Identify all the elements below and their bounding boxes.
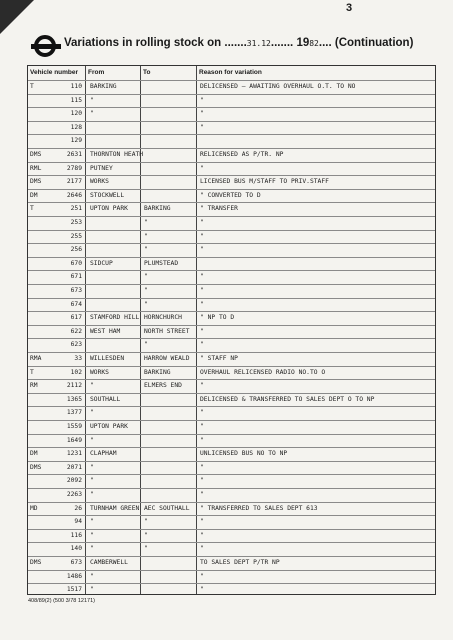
vehicle-type [30,217,52,228]
to-garage: " [144,545,148,553]
vehicle-number: 128 [70,123,82,131]
table-row [28,121,435,133]
vehicle-number: 256 [70,246,82,254]
to-garage [142,584,198,595]
vehicle-type: DMS [30,151,42,158]
vehicle-number: 1517 [66,586,82,594]
vehicle-number: 617 [70,314,82,322]
table-row [28,325,435,337]
table-row [28,338,435,350]
vehicle-type [30,326,52,337]
from-garage [88,231,143,242]
vehicle-type [30,584,52,595]
table-row [28,406,435,418]
vehicle-number: 622 [70,327,82,335]
from-garage: THORNTON HEATH [90,151,143,158]
vehicle-number: 2092 [66,477,82,485]
vehicle-number: 255 [70,232,82,240]
vehicle-number: 2263 [66,491,82,498]
to-garage: " [144,300,148,308]
from-garage: " [90,531,94,539]
to-garage [142,176,198,187]
table-row [28,474,435,486]
from-garage [88,299,143,310]
vehicle-number: 33 [74,355,82,362]
table-row [28,502,435,514]
table-row [28,162,435,174]
vehicle-number: 140 [70,545,82,553]
column-header-from: From [88,69,105,76]
vehicle-type: DM [30,450,38,458]
table-row [28,243,435,255]
vehicle-type: DMS [30,178,42,186]
to-garage [142,135,198,146]
from-garage: CAMBERWELL [90,559,128,566]
table-row [28,488,435,500]
table-row [28,257,435,269]
column-header-vehicle: Vehicle number [30,69,79,76]
vehicle-number: 129 [70,137,82,145]
table-row [28,134,435,146]
reason-text: " [200,246,204,254]
to-garage [142,557,198,568]
from-garage: WEST HAM [90,327,121,335]
vehicle-type: RML [30,164,42,172]
reason-text: DELICENSED — AWAITING OVERHAUL O.T. TO NO [200,83,356,90]
reason-text: " [200,531,204,539]
vehicle-type [30,231,52,242]
to-garage [142,394,198,405]
vehicle-number: 26 [74,504,82,512]
form-title: Variations in rolling stock on .......31.12....... 1982.... (Continuation) [64,37,414,49]
vehicle-type: RM [30,382,38,390]
from-garage: " [90,436,94,444]
from-garage [88,339,143,350]
reason-text: " [200,96,204,104]
to-garage: HARROW WEALD [144,355,190,362]
table-row [28,420,435,432]
table-row [28,447,435,459]
table-row [28,298,435,310]
column-header-reason: Reason for variation [199,69,262,76]
vehicle-type: T [30,83,34,90]
reason-text: " [200,110,204,118]
vehicle-number: 673 [70,287,82,294]
from-garage: " [90,463,94,471]
reason-text: " [200,219,204,226]
table-row [28,270,435,282]
vehicle-number: 1377 [66,409,82,417]
vehicle-number: 670 [70,259,82,267]
from-garage: SIDCUP [90,259,113,267]
vehicle-number: 94 [74,518,82,526]
reason-text: " [200,341,204,349]
table-row [28,148,435,160]
title-year-prefix: 19 [296,37,310,49]
vehicle-type: DMS [30,559,42,566]
page-number: 3 [346,2,353,14]
reason-text [198,258,436,269]
reason-text: " [200,463,204,471]
reason-text: " [200,572,204,580]
table-row [28,542,435,554]
vehicle-number: 2177 [66,178,82,186]
to-garage [142,571,198,582]
from-garage: " [90,545,94,553]
table-row [28,230,435,242]
reason-text: " [200,518,204,526]
reason-text: LICENSED BUS M/STAFF TO PRIV.STAFF [200,178,329,186]
from-garage: PUTNEY [90,164,113,172]
vehicle-number: 623 [70,341,82,349]
reason-text: " [200,300,204,308]
from-garage: WILLESDEN [90,355,125,362]
to-garage [142,81,198,92]
reason-text: " NP TO D [200,314,235,322]
vehicle-number: 2071 [66,463,82,471]
to-garage: HORNCHURCH [144,314,182,322]
table-row [28,461,435,473]
table-row [28,393,435,405]
vehicle-number: 116 [70,531,82,539]
from-garage [88,217,143,228]
vehicle-type [30,571,52,582]
from-garage: TURNHAM GREEN [90,504,140,512]
to-garage [142,475,198,486]
vehicle-number: 671 [70,273,82,281]
reason-text [198,135,436,146]
table-row [28,94,435,106]
to-garage: AEC SOUTHALL [144,504,190,512]
reason-text: RELICENSED AS P/TR. NP [200,151,284,158]
table-row [28,216,435,228]
table-row [28,175,435,187]
vehicle-number: 1486 [66,572,82,580]
vehicle-type [30,475,52,486]
reason-text: " [200,409,204,417]
reason-text: " [200,423,204,430]
to-garage: NORTH STREET [144,327,190,335]
vehicle-number: 102 [70,368,82,376]
vehicle-number: 253 [70,219,82,226]
vehicle-number: 110 [70,83,82,90]
vehicle-number: 1365 [66,395,82,403]
table-row [28,284,435,296]
reason-text: " [200,164,204,172]
to-garage [142,489,198,500]
form-code: 408/89(2) (500 3/78 12171) [28,598,95,604]
reason-text: " [200,287,204,294]
vehicle-type: DMS [30,463,42,471]
table-row [28,352,435,364]
to-garage [142,421,198,432]
to-garage [142,108,198,119]
title-date: 31.12 [246,39,271,48]
vehicle-type [30,299,52,310]
table-row [28,515,435,527]
title-suffix: (Continuation) [334,37,414,49]
reason-text: " [200,436,204,444]
reason-text: UNLICENSED BUS NO TO NP [200,450,288,458]
vehicle-number: 673 [70,559,82,566]
title-year: 82 [309,39,319,48]
reason-text: " TRANSFER [200,205,238,213]
to-garage: " [144,341,148,349]
reason-text: " STAFF NP [200,355,238,362]
vehicle-type: T [30,368,34,376]
vehicle-type [30,394,52,405]
to-garage [142,190,198,201]
vehicle-number: 251 [70,205,82,213]
table-row [28,570,435,582]
vehicle-type [30,122,52,133]
vehicle-type [30,244,52,255]
from-garage: " [90,96,94,104]
reason-text: " [200,273,204,281]
vehicle-type [30,339,52,350]
vehicle-type [30,95,52,106]
vehicle-number: 1559 [66,423,82,430]
to-garage [142,407,198,418]
rolling-stock-table [27,65,436,595]
to-garage: BARKING [144,368,171,376]
vehicle-type [30,543,52,554]
table-row [28,202,435,214]
page-corner-shadow [0,0,34,34]
to-garage [142,95,198,106]
from-garage: " [90,491,94,498]
vehicle-number: 120 [70,110,82,118]
reason-text: " [200,382,204,390]
vehicle-type [30,312,52,323]
vehicle-type [30,407,52,418]
to-garage: " [144,219,148,226]
vehicle-type [30,271,52,282]
table-row [28,107,435,119]
reason-text: " [200,545,204,553]
to-garage: PLUMSTEAD [144,259,179,267]
reason-text: DELICENSED & TRANSFERRED TO SALES DEPT O TO NP [200,395,375,403]
from-garage: SOUTHALL [90,395,121,403]
to-garage: " [144,518,148,526]
vehicle-number: 2631 [66,151,82,158]
reason-text: TO SALES DEPT P/TR NP [200,559,280,566]
from-garage [88,271,143,282]
from-garage: STOCKWELL [90,191,125,199]
from-garage [88,135,143,146]
title-lead: Variations in rolling stock on [64,37,222,49]
vehicle-type: MD [30,504,38,512]
from-garage: WORKS [90,368,109,376]
vehicle-type [30,421,52,432]
reason-text: " TRANSFERRED TO SALES DEPT 613 [200,504,318,512]
vehicle-number: 1231 [66,450,82,458]
table-row [28,529,435,541]
to-garage [142,149,198,160]
table-row [28,189,435,201]
reason-text: " [200,491,204,498]
vehicle-number: 2646 [66,191,82,199]
table-row [28,80,435,92]
from-garage [88,122,143,133]
table-row [28,311,435,323]
london-transport-roundel-logo [34,35,56,57]
to-garage: " [144,273,148,281]
to-garage: BARKING [144,205,171,213]
table-row [28,379,435,391]
vehicle-type [30,285,52,296]
from-garage: " [90,409,94,417]
from-garage [88,244,143,255]
column-header-to: To [143,69,151,76]
from-garage [88,285,143,296]
to-garage [142,448,198,459]
to-garage: " [144,232,148,240]
vehicle-type [30,435,52,446]
vehicle-type [30,530,52,541]
to-garage: " [144,287,148,294]
reason-text: " CONVERTED TO D [200,191,261,199]
from-garage: " [90,518,94,526]
to-garage: ELMERS END [144,382,182,390]
from-garage: " [90,477,94,485]
table-row [28,434,435,446]
vehicle-number: 115 [70,96,82,104]
vehicle-type [30,516,52,527]
to-garage: " [144,531,148,539]
to-garage [142,435,198,446]
vehicle-number: 2112 [66,382,82,390]
from-garage: STAMFORD HILL [90,314,140,322]
reason-text: " [200,327,204,335]
table-row [28,366,435,378]
to-garage: " [144,246,148,254]
from-garage: " [90,572,94,580]
vehicle-type [30,135,52,146]
reason-text: OVERHAUL RELICENSED RADIO NO.TO O [200,368,326,376]
from-garage: UPTON PARK [90,423,128,430]
vehicle-number: 2789 [66,164,82,172]
vehicle-number: 674 [70,300,82,308]
vehicle-type [30,489,52,500]
from-garage: UPTON PARK [90,205,128,213]
form-header [34,34,439,58]
from-garage: WORKS [90,178,109,186]
from-garage: " [90,382,94,390]
vehicle-number: 1649 [66,436,82,444]
to-garage [142,462,198,473]
vehicle-type: DM [30,191,38,199]
to-garage [142,122,198,133]
reason-text: " [200,123,204,131]
from-garage: BARKING [90,83,117,90]
table-row [28,583,435,595]
to-garage [142,163,198,174]
reason-text: " [200,477,204,485]
reason-text: " [200,232,204,240]
vehicle-type: T [30,205,34,213]
vehicle-type [30,258,52,269]
from-garage: " [90,586,94,594]
vehicle-type: RMA [30,355,42,362]
vehicle-type [30,108,52,119]
from-garage: " [90,110,94,118]
table-row [28,556,435,568]
from-garage: CLAPHAM [90,450,117,458]
reason-text: " [200,586,204,594]
